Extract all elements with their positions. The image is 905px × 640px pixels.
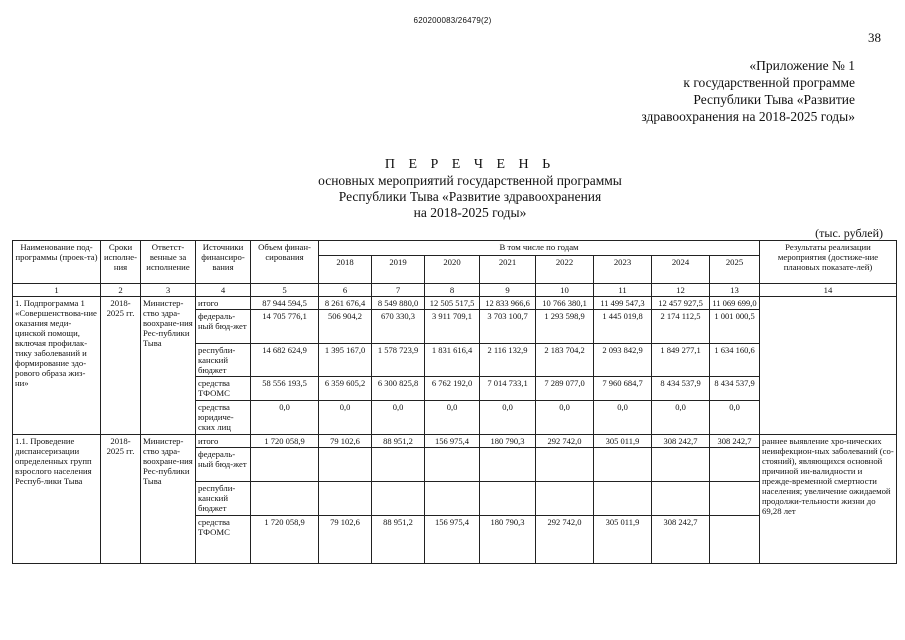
column-number: 14 <box>760 284 897 297</box>
term-cell: 2018-2025 гг. <box>101 297 141 435</box>
source-cell: итого <box>196 435 251 448</box>
value-cell: 308 242,7 <box>652 435 710 448</box>
column-number: 13 <box>710 284 760 297</box>
value-cell <box>251 482 319 516</box>
value-cell: 1 849 277,1 <box>652 344 710 377</box>
value-cell <box>710 448 760 482</box>
document-title <box>250 157 690 221</box>
value-cell: 12 505 517,5 <box>425 297 480 310</box>
value-cell: 180 790,3 <box>480 516 536 564</box>
source-cell: федераль-ный бюд-жет <box>196 448 251 482</box>
value-cell: 8 261 676,4 <box>319 297 372 310</box>
value-cell: 0,0 <box>652 401 710 435</box>
term-cell: 2018-2025 гг. <box>101 435 141 564</box>
value-cell: 88 951,2 <box>372 435 425 448</box>
value-cell: 87 944 594,5 <box>251 297 319 310</box>
header-cell: Источники финансиро-вания <box>196 241 251 284</box>
value-cell: 180 790,3 <box>480 435 536 448</box>
year-header: 2023 <box>594 256 652 284</box>
value-cell: 1 720 058,9 <box>251 516 319 564</box>
appendix-header <box>535 57 855 125</box>
value-cell: 1 720 058,9 <box>251 435 319 448</box>
title-line: основных мероприятий государственной программы <box>318 173 622 188</box>
value-cell: 0,0 <box>594 401 652 435</box>
result-cell: раннее выявление хро-нических неинфекцион-ных заболеваний (со-стояний), являющихся основной причиной ин-валидности и прежде-временной смертности населения; увеличение ожидаемой продолжи-тельности жизни до 69,28 лет <box>760 435 897 564</box>
value-cell: 1 634 160,6 <box>710 344 760 377</box>
column-number: 11 <box>594 284 652 297</box>
column-number: 2 <box>101 284 141 297</box>
appendix-line: Республики Тыва «Развитие <box>693 92 855 107</box>
year-header: 2019 <box>372 256 425 284</box>
value-cell <box>372 482 425 516</box>
value-cell: 1 445 019,8 <box>594 310 652 344</box>
column-number: 3 <box>141 284 196 297</box>
value-cell: 0,0 <box>372 401 425 435</box>
result-cell <box>760 297 897 435</box>
value-cell <box>710 482 760 516</box>
column-number: 6 <box>319 284 372 297</box>
value-cell: 12 833 966,6 <box>480 297 536 310</box>
source-cell: средства ТФОМС <box>196 377 251 401</box>
source-cell: республи-канский бюджет <box>196 482 251 516</box>
value-cell: 1 293 598,9 <box>536 310 594 344</box>
units-label: (тыс. рублей) <box>815 226 883 240</box>
responsible-cell: Министер-ство здра-воохране-ния Рес-публики Тыва <box>141 435 196 564</box>
year-header: 2020 <box>425 256 480 284</box>
header-cell: Сроки исполне-ния <box>101 241 141 284</box>
title-line: на 2018-2025 годы» <box>413 205 527 220</box>
value-cell: 292 742,0 <box>536 516 594 564</box>
value-cell <box>425 482 480 516</box>
value-cell: 3 911 709,1 <box>425 310 480 344</box>
header-cell: Результаты реализации мероприятия (достиже-ние плановых показате-лей) <box>760 241 897 284</box>
value-cell: 0,0 <box>480 401 536 435</box>
value-cell: 7 014 733,1 <box>480 377 536 401</box>
value-cell <box>480 482 536 516</box>
value-cell: 0,0 <box>425 401 480 435</box>
column-number: 1 <box>13 284 101 297</box>
column-number: 7 <box>372 284 425 297</box>
header-cell: Ответст-венные за исполнение <box>141 241 196 284</box>
value-cell: 6 762 192,0 <box>425 377 480 401</box>
program-name-cell: 1. Подпрограмма 1 «Совершенствова-ние оказания меди-цинской помощи, включая профилак-тику заболеваний и формирование здо-рового образа жиз-ни» <box>13 297 101 435</box>
value-cell <box>425 448 480 482</box>
value-cell: 7 960 684,7 <box>594 377 652 401</box>
source-cell: федераль-ный бюд-жет <box>196 310 251 344</box>
column-number: 10 <box>536 284 594 297</box>
value-cell: 2 183 704,2 <box>536 344 594 377</box>
value-cell <box>536 448 594 482</box>
column-number: 4 <box>196 284 251 297</box>
value-cell: 308 242,7 <box>652 516 710 564</box>
header-cell: Наименование под-программы (проек-та) <box>13 241 101 284</box>
value-cell: 88 951,2 <box>372 516 425 564</box>
value-cell: 0,0 <box>319 401 372 435</box>
value-cell <box>710 516 760 564</box>
header-cell: Объем финан-сирования <box>251 241 319 284</box>
appendix-line: «Приложение № 1 <box>749 58 855 73</box>
value-cell: 58 556 193,5 <box>251 377 319 401</box>
value-cell: 6 300 825,8 <box>372 377 425 401</box>
value-cell: 292 742,0 <box>536 435 594 448</box>
value-cell: 305 011,9 <box>594 435 652 448</box>
measure-name-cell: 1.1. Проведение диспансеризации определенных групп взрослого населения Респуб-лики Тыва <box>13 435 101 564</box>
source-cell: республи-канский бюджет <box>196 344 251 377</box>
value-cell: 3 703 100,7 <box>480 310 536 344</box>
column-number: 5 <box>251 284 319 297</box>
source-cell: средства ТФОМС <box>196 516 251 564</box>
value-cell: 1 578 723,9 <box>372 344 425 377</box>
value-cell: 0,0 <box>710 401 760 435</box>
value-cell <box>652 482 710 516</box>
value-cell: 7 289 077,0 <box>536 377 594 401</box>
document-id: 620200083/26479(2) <box>413 16 492 25</box>
table-row <box>13 297 897 310</box>
value-cell: 670 330,3 <box>372 310 425 344</box>
title-line: Республики Тыва «Развитие здравоохранения <box>338 189 602 204</box>
value-cell <box>536 482 594 516</box>
value-cell: 1 001 000,5 <box>710 310 760 344</box>
value-cell: 11 499 547,3 <box>594 297 652 310</box>
year-header: 2018 <box>319 256 372 284</box>
value-cell: 14 705 776,1 <box>251 310 319 344</box>
source-cell: средства юридиче-ских лиц <box>196 401 251 435</box>
column-number: 9 <box>480 284 536 297</box>
year-header: 2022 <box>536 256 594 284</box>
value-cell: 8 549 880,0 <box>372 297 425 310</box>
value-cell <box>652 448 710 482</box>
value-cell <box>594 482 652 516</box>
table-row <box>13 435 897 448</box>
value-cell: 8 434 537,9 <box>710 377 760 401</box>
value-cell: 79 102,6 <box>319 435 372 448</box>
year-header: 2025 <box>710 256 760 284</box>
measures-table <box>12 240 897 564</box>
value-cell: 0,0 <box>536 401 594 435</box>
value-cell: 10 766 380,1 <box>536 297 594 310</box>
value-cell: 2 093 842,9 <box>594 344 652 377</box>
value-cell: 6 359 605,2 <box>319 377 372 401</box>
value-cell: 156 975,4 <box>425 516 480 564</box>
value-cell: 11 069 699,0 <box>710 297 760 310</box>
value-cell: 305 011,9 <box>594 516 652 564</box>
value-cell <box>319 482 372 516</box>
appendix-line: здравоохранения на 2018-2025 годы» <box>641 109 855 124</box>
value-cell: 156 975,4 <box>425 435 480 448</box>
value-cell: 2 174 112,5 <box>652 310 710 344</box>
year-header: 2021 <box>480 256 536 284</box>
value-cell: 2 116 132,9 <box>480 344 536 377</box>
year-header: 2024 <box>652 256 710 284</box>
value-cell <box>251 448 319 482</box>
page-number: 38 <box>868 30 881 45</box>
value-cell: 8 434 537,9 <box>652 377 710 401</box>
value-cell <box>594 448 652 482</box>
value-cell: 12 457 927,5 <box>652 297 710 310</box>
value-cell: 79 102,6 <box>319 516 372 564</box>
value-cell <box>319 448 372 482</box>
source-cell: итого <box>196 297 251 310</box>
value-cell: 14 682 624,9 <box>251 344 319 377</box>
value-cell: 1 831 616,4 <box>425 344 480 377</box>
value-cell: 1 395 167,0 <box>319 344 372 377</box>
value-cell: 0,0 <box>251 401 319 435</box>
value-cell <box>372 448 425 482</box>
column-number: 12 <box>652 284 710 297</box>
title-heading: П Е Р Е Ч Е Н Ь <box>384 157 556 172</box>
value-cell: 506 904,2 <box>319 310 372 344</box>
value-cell: 308 242,7 <box>710 435 760 448</box>
responsible-cell: Министер-ство здра-воохране-ния Рес-публики Тыва <box>141 297 196 435</box>
column-number: 8 <box>425 284 480 297</box>
header-group-cell: В том числе по годам <box>319 241 760 256</box>
value-cell <box>480 448 536 482</box>
appendix-line: к государственной программе <box>683 75 855 90</box>
